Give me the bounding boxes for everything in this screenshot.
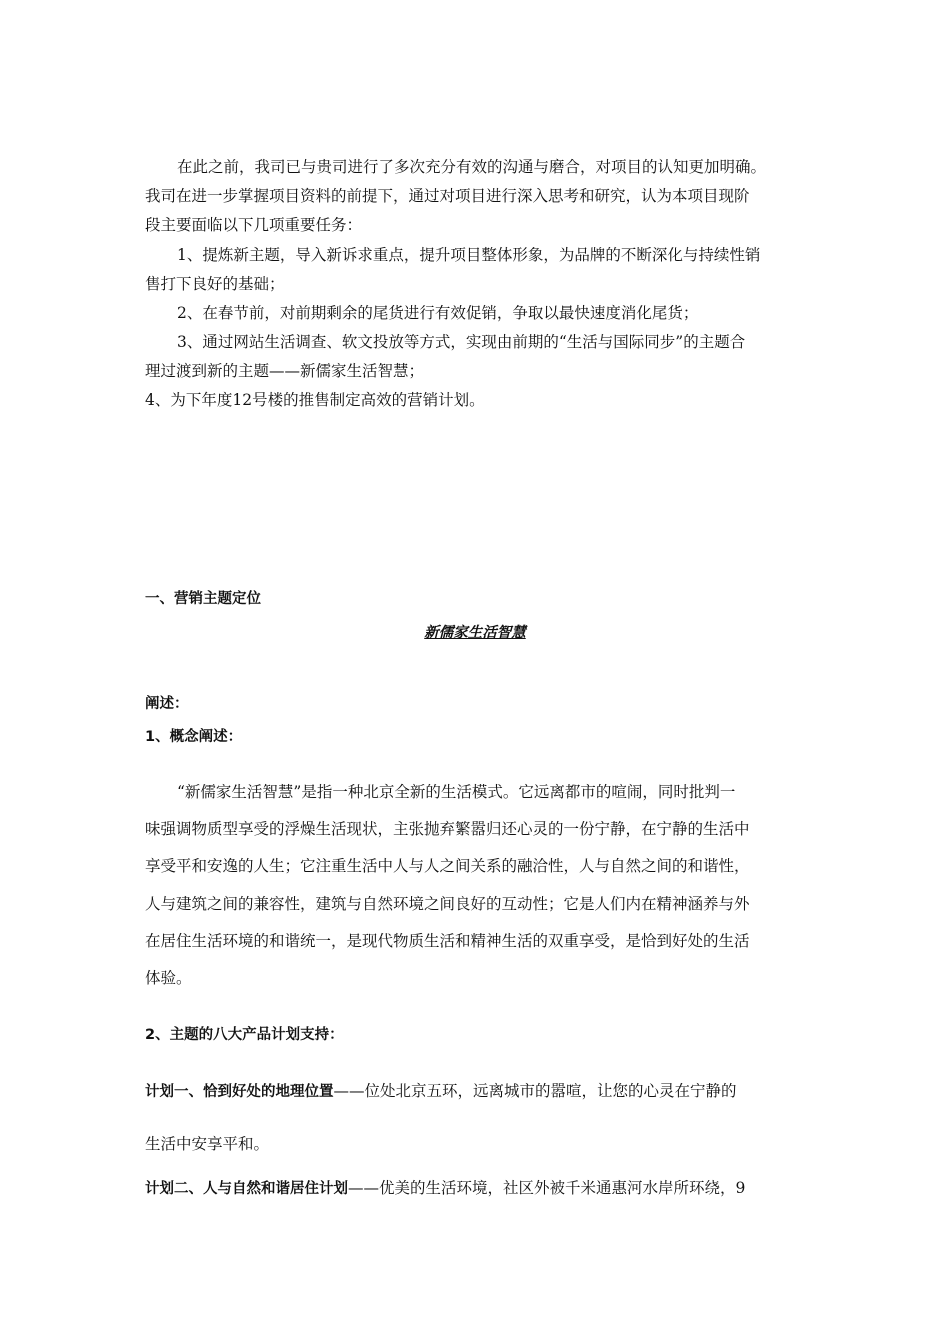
concept-line-5: 在居住生活环境的和谐统一，是现代物质生活和精神生活的双重享受，是恰到好处的生活 — [145, 932, 750, 950]
concept-line-1: “新儒家生活智慧”是指一种北京全新的生活模式。它远离都市的喧闹，同时批判一 — [177, 783, 736, 801]
intro-line-3: 段主要面临以下几项重要任务： — [145, 216, 363, 234]
task-3-line-1: 3、通过网站生活调查、软文投放等方式，实现由前期的“生活与国际同步”的主题合 — [177, 333, 746, 351]
plan-1-title: 计划一、恰到好处的地理位置 — [145, 1084, 334, 1100]
concept-line-2: 味强调物质型享受的浮燥生活现状，主张抛弃繁嚣归还心灵的一份宁静，在宁静的生活中 — [145, 820, 750, 838]
concept-label: 1、概念阐述： — [145, 729, 243, 745]
task-1-line-1: 1、提炼新主题，导入新诉求重点，提升项目整体形象，为品牌的不断深化与持续性销 — [177, 246, 761, 264]
plan-1 — [145, 1081, 737, 1102]
plan-2-text: ——优美的生活环境，社区外被千米通惠河水岸所环绕，9 — [348, 1179, 746, 1197]
intro-line-2: 我司在进一步掌握项目资料的前提下，通过对项目进行深入思考和研究，认为本项目现阶 — [145, 187, 750, 205]
plan-1-line-2: 生活中安享平和。 — [145, 1135, 270, 1153]
task-2: 2、在春节前，对前期剩余的尾货进行有效促销，争取以最快速度消化尾货； — [177, 304, 699, 322]
concept-line-4: 人与建筑之间的兼容性，建筑与自然环境之间良好的互动性；它是人们内在精神涵养与外 — [145, 895, 750, 913]
task-1-line-2: 售打下良好的基础； — [145, 275, 285, 293]
plans-heading: 2、主题的八大产品计划支持： — [145, 1027, 344, 1043]
task-3-line-2: 理过渡到新的主题——新儒家生活智慧； — [145, 362, 425, 380]
plan-1-text: ——位处北京五环，远离城市的嚣喧，让您的心灵在宁静的 — [333, 1082, 737, 1100]
section-heading: 一、营销主题定位 — [145, 591, 261, 607]
plan-2 — [145, 1178, 745, 1199]
explain-label: 阐述： — [145, 696, 189, 712]
concept-line-3: 享受平和安逸的人生；它注重生活中人与人之间关系的融洽性，人与自然之间的和谐性， — [145, 857, 750, 875]
task-4: 4、为下年度12号楼的推售制定高效的营销计划。 — [145, 391, 485, 409]
theme-title: 新儒家生活智慧 — [424, 625, 526, 641]
intro-line-1: 在此之前，我司已与贵司进行了多次充分有效的沟通与磨合，对项目的认知更加明确。 — [177, 158, 767, 176]
concept-line-6: 体验。 — [145, 969, 192, 987]
plan-2-title: 计划二、人与自然和谐居住计划 — [145, 1181, 348, 1197]
